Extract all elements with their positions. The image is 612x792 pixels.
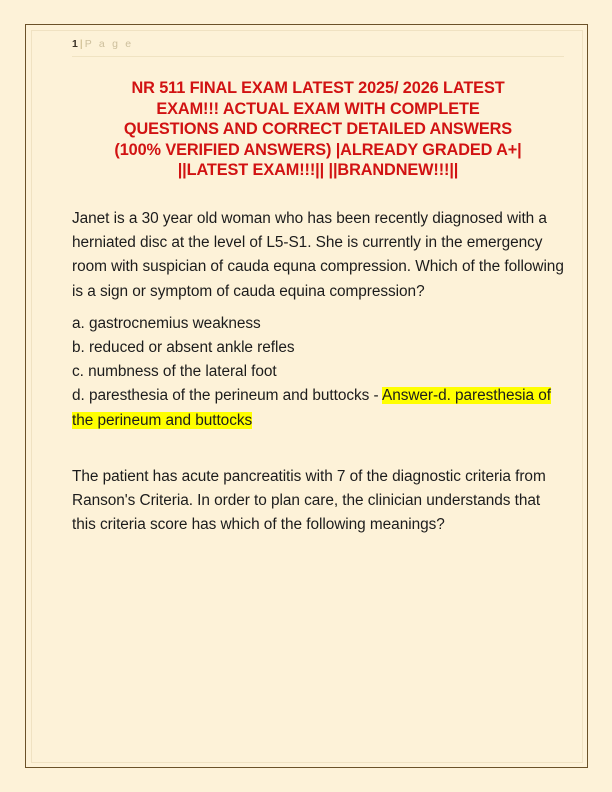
title-line-5: ||LATEST EXAM!!!|| ||BRANDNEW!!!|| — [177, 161, 459, 180]
question-list — [72, 207, 564, 537]
header-divider-rule — [72, 56, 564, 57]
answer-option-c: c. numbness of the lateral foot — [72, 363, 277, 381]
title-line-3: QUESTIONS AND CORRECT DETAILED ANSWERS — [123, 120, 513, 139]
spacer — [72, 304, 564, 312]
title-line-2: EXAM!!! ACTUAL EXAM WITH COMPLETE — [156, 99, 480, 118]
header-page-number: 1 — [72, 38, 78, 50]
title-line-4: (100% VERIFIED ANSWERS) |ALREADY GRADED A+| — [114, 140, 522, 159]
header-separator: | — [79, 38, 83, 50]
question-stem: Janet is a 30 year old woman who has been recently diagnosed with a herniated disc at the level of L5-S1. She is currently in the emergency room with suspician of cauda equna compression. Which of the following is a sign or symptom of cauda equina compression? — [72, 209, 564, 300]
answer-option-d-text: d. paresthesia of the perineum and buttocks - — [72, 387, 382, 405]
running-header — [72, 37, 564, 55]
question-stem: The patient has acute pancreatitis with 7 of the diagnostic criteria from Ranson's Criteria. In order to plan care, the clinician understands that this criteria score has which of the following meanings? — [72, 467, 546, 534]
page-content — [72, 37, 564, 537]
header-page-label: P a g e — [84, 38, 134, 50]
answer-option-a: a. gastrocnemius weakness — [72, 314, 261, 332]
answer-key-highlight: Answer-d. paresthesia of the perineum and buttocks — [72, 387, 552, 429]
question-item-1 — [72, 207, 564, 433]
answer-option-b: b. reduced or absent ankle refles — [72, 338, 295, 356]
answer-option-d — [72, 384, 564, 432]
title-line-1: NR 511 FINAL EXAM LATEST 2025/ 2026 LATEST — [131, 79, 505, 97]
page-border-frame — [25, 24, 588, 768]
question-item-2 — [72, 465, 564, 538]
spacer — [72, 433, 564, 465]
document-title — [72, 78, 564, 181]
